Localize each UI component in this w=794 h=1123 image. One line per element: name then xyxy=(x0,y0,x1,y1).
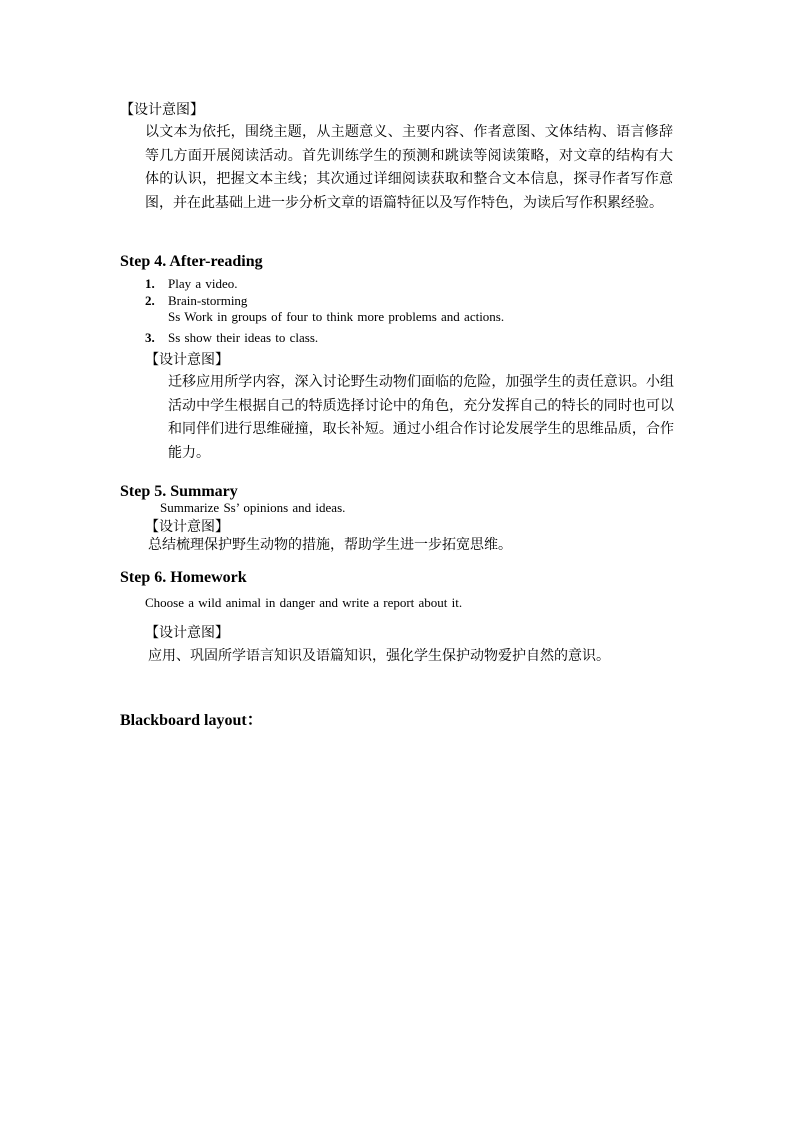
design-intent-label: 【设计意图】 xyxy=(120,102,204,118)
step5-text: Summarize Ss’ opinions and ideas. xyxy=(160,500,346,515)
step6-design-intent-label: 【设计意图】 xyxy=(145,625,229,641)
step5-design-intent-text: 总结梳理保护野生动物的措施，帮助学生进一步拓宽思维。 xyxy=(148,537,512,553)
step4-item-text: Brain-storming xyxy=(168,293,248,308)
step4-item-number: 2. xyxy=(145,293,155,308)
step4-item-subtext: Ss Work in groups of four to think more problems and actions. xyxy=(168,309,505,324)
step4-item-number: 1. xyxy=(145,276,155,291)
step6-design-intent-text: 应用、巩固所学语言知识及语篇知识，强化学生保护动物爱护自然的意识。 xyxy=(148,648,610,664)
step5-design-intent-label: 【设计意图】 xyxy=(145,519,229,535)
step4-item-number: 3. xyxy=(145,330,155,345)
step4-heading: Step 4. After-reading xyxy=(120,253,263,270)
blackboard-heading: Blackboard layout： xyxy=(120,712,263,729)
step4-item-text: Ss show their ideas to class. xyxy=(168,330,319,345)
step4-item-text: Play a video. xyxy=(168,276,238,291)
step6-heading: Step 6. Homework xyxy=(120,569,247,586)
design-intent-paragraph: 以文本为依托，围绕主题，从主题意义、主要内容、作者意图、文体结构、语言修辞等几方面开展阅读活动。首先训练学生的预测和跳读等阅读策略，对文章的结构有大体的认识，把握文本主线；其次通过详细阅读获取和整合文本信息，探寻作者写作意图，并在此基础上进一步分析文章的语篇特征以及写作特色，为读后写作积累经验。 xyxy=(145,124,673,211)
step4-design-intent-label: 【设计意图】 xyxy=(145,352,229,368)
step4-design-intent-paragraph: 迁移应用所学内容，深入讨论野生动物们面临的危险，加强学生的责任意识。小组活动中学生根据自己的特质选择讨论中的角色，充分发挥自己的特长的同时也可以和同伴们进行思维碰撞，取长补短。通过小组合作讨论发展学生的思维品质，合作能力。 xyxy=(168,374,674,461)
step5-heading: Step 5. Summary xyxy=(120,483,238,500)
step6-text: Choose a wild animal in danger and write a report about it. xyxy=(145,595,463,610)
